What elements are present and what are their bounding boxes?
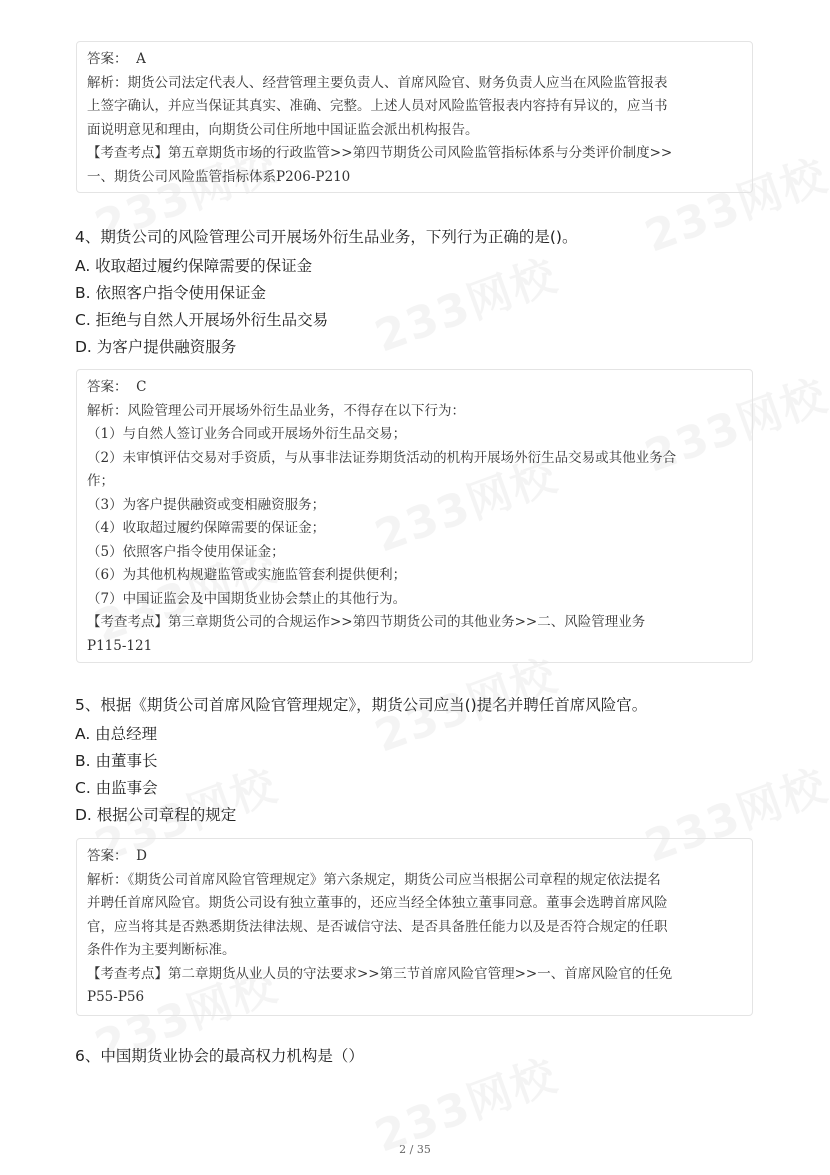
explanation-line: （6）为其他机构规避监管或实施监管套利提供便利；: [87, 567, 407, 583]
option-b: B. 依照客户指令使用保证金: [75, 284, 266, 302]
page-number: 2 / 35: [399, 1143, 431, 1156]
explanation-line: （3）为客户提供融资或变相融资服务；: [87, 496, 326, 513]
explanation-line: 解析：期货公司法定代表人、经营管理主要负责人、首席风险官、财务负责人应当在风险监管报表: [87, 74, 668, 91]
answer-line: 答案： D: [87, 848, 147, 864]
option-b: B. 由董事长: [75, 752, 158, 770]
explanation-line: （1）与自然人签订业务合同或开展场外衍生品交易；: [87, 426, 407, 442]
answer-explanation-box: [76, 41, 753, 193]
explanation-line: 面说明意见和理由，向期货公司住所地中国证监会派出机构报告。: [87, 121, 479, 138]
explanation-line: （2）未审慎评估交易对手资质，与从事非法证券期货活动的机构开展场外衍生品交易或其他业务合: [87, 449, 677, 466]
answer-explanation-box: [76, 369, 753, 663]
explanation-line: 作；: [87, 473, 114, 489]
explanation-line: （5）依照客户指令使用保证金；: [87, 543, 285, 560]
explanation-line: 解析：《期货公司首席风险官管理规定》第六条规定，期货公司应当根据公司章程的规定依法提名: [87, 871, 661, 888]
question-stem: 6、中国期货业协会的最高权力机构是（）: [75, 1047, 364, 1065]
explanation-line: 条件作为主要判断标准。: [87, 942, 236, 958]
exam-point-line: P55-P56: [87, 989, 145, 1005]
explanation-line: 上签字确认，并应当保证其真实、准确、完整。上述人员对风险监管报表内容持有异议的，应当书: [87, 98, 668, 114]
answer-line: 答案： A: [87, 51, 146, 67]
question-stem: 5、根据《期货公司首席风险官管理规定》，期货公司应当()提名并聘任首席风险官。: [75, 696, 648, 714]
exam-point-line: P115-121: [87, 637, 153, 654]
question-4: [75, 224, 765, 361]
exam-point-line: 【考查考点】第五章期货市场的行政监管>>第四节期货公司风险监管指标体系与分类评价制度>>: [87, 145, 673, 161]
exam-point-line: 【考查考点】第三章期货公司的合规运作>>第四节期货公司的其他业务>>二、风险管理业务: [87, 614, 646, 630]
option-c: C. 拒绝与自然人开展场外衍生品交易: [75, 311, 329, 329]
option-d: D. 为客户提供融资服务: [75, 338, 237, 356]
explanation-line: 官，应当将其是否熟悉期货法律法规、是否诚信守法、是否具备胜任能力以及是否符合规定的任职: [87, 918, 668, 935]
explanation-line: 解析：风险管理公司开展场外衍生品业务，不得存在以下行为：: [87, 402, 465, 419]
question-stem: 4、期货公司的风险管理公司开展场外衍生品业务，下列行为正确的是()。: [75, 228, 578, 246]
answer-line: 答案： C: [87, 379, 147, 395]
option-d: D. 根据公司章程的规定: [75, 806, 237, 824]
exam-point-line: 一、期货公司风险监管指标体系P206-P210: [87, 168, 351, 185]
exam-point-line: 【考查考点】第二章期货从业人员的守法要求>>第三节首席风险官管理>>一、首席风险官的任免: [87, 965, 673, 982]
option-a: A. 由总经理: [75, 725, 158, 743]
answer-explanation-box: [76, 838, 753, 1016]
explanation-line: 并聘任首席风险官。期货公司设有独立董事的，还应当经全体独立董事同意。董事会选聘首席风险: [87, 895, 668, 911]
explanation-line: （4）收取超过履约保障需要的保证金；: [87, 520, 326, 536]
question-6: [75, 1043, 765, 1072]
option-c: C. 由监事会: [75, 779, 158, 797]
option-a: A. 收取超过履约保障需要的保证金: [75, 257, 313, 275]
question-5: [75, 692, 765, 829]
explanation-line: （7）中国证监会及中国期货业协会禁止的其他行为。: [87, 590, 407, 607]
